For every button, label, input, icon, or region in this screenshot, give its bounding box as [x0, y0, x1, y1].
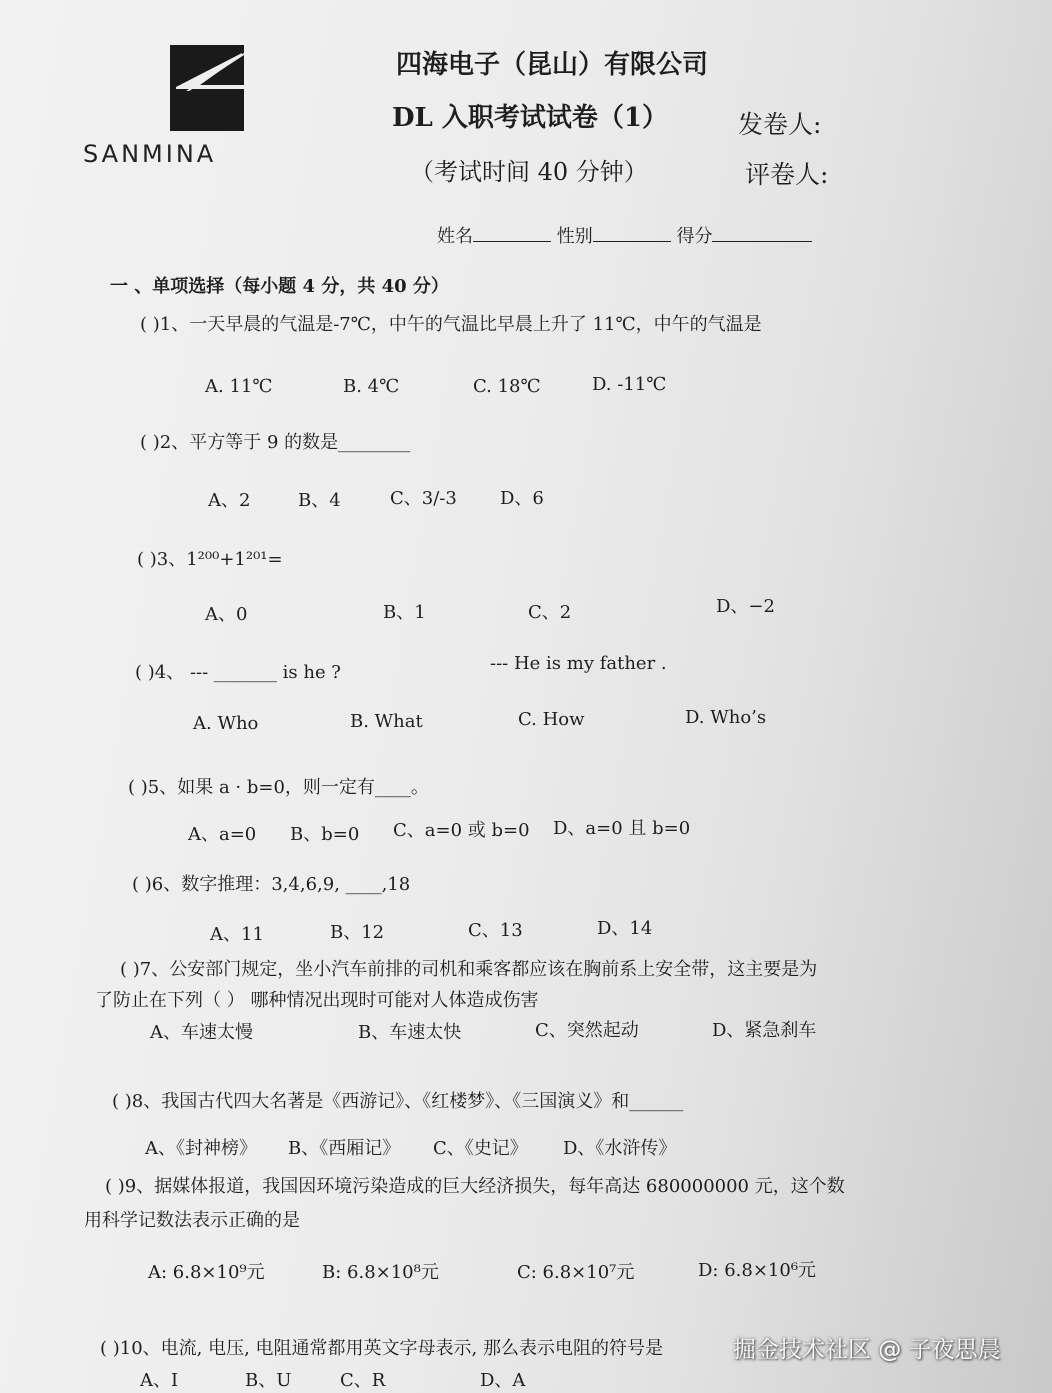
question-stem: ( )7、公安部门规定，坐小汽车前排的司机和乘客都应该在胸前系上安全带，这主要是为: [120, 959, 818, 980]
answer-option: C、2: [528, 602, 572, 623]
answer-option: D. -11℃: [592, 374, 667, 395]
answer-option: D、a=0 且 b=0: [553, 818, 691, 839]
answer-option: D、《水浒传》: [563, 1138, 677, 1159]
question-stem-continued: 用科学记数法表示正确的是: [84, 1210, 300, 1231]
answer-option: A、2: [208, 490, 251, 511]
question-stem: ( )1、一天早晨的气温是-7℃，中午的气温比早晨上升了 11℃，中午的气温是: [140, 314, 762, 335]
answer-option: D、紧急刹车: [712, 1020, 817, 1041]
answer-option: B、4: [298, 490, 341, 511]
answer-option: C. How: [518, 709, 585, 730]
answer-option: A. Who: [193, 713, 259, 734]
watermark: 掘金技术社区 @ 子夜思晨: [733, 1337, 1001, 1363]
grader-label: 评卷人:: [745, 160, 829, 189]
answer-option: C、13: [468, 920, 523, 941]
gender-blank[interactable]: [593, 223, 671, 242]
answer-option: D、6: [500, 488, 544, 509]
answer-option: B. What: [350, 711, 423, 732]
answer-option: A、11: [210, 924, 264, 945]
name-blank[interactable]: [473, 223, 551, 242]
question-stem: ( )9、据媒体报道，我国因环境污染造成的巨大经济损失，每年高达 680000000 元，这个数: [105, 1176, 845, 1197]
answer-option: A、《封神榜》: [145, 1138, 257, 1159]
answer-option: D、−2: [716, 596, 775, 617]
answer-option: B: 6.8×10⁸元: [322, 1262, 439, 1283]
exam-title: DL 入职考试试卷（1）: [392, 103, 668, 133]
answer-option: C. 18℃: [473, 376, 541, 397]
sanmina-logo-icon: [170, 45, 244, 131]
answer-option: A: 6.8×10⁹元: [148, 1262, 265, 1283]
answer-option: D: 6.8×10⁶元: [698, 1260, 817, 1281]
question-stem: ( )2、平方等于 9 的数是________: [140, 432, 411, 453]
answer-option: D、14: [597, 918, 653, 939]
answer-option: B、车速太快: [358, 1022, 462, 1043]
exam-duration: （考试时间 40 分钟）: [410, 158, 648, 186]
answer-option: C、突然起动: [535, 1020, 639, 1041]
answer-option: B、1: [383, 602, 426, 623]
answer-option: A. 11℃: [205, 376, 273, 397]
answer-option: B、12: [330, 922, 385, 943]
company-name: 四海电子（昆山）有限公司: [396, 50, 709, 80]
answer-option: A、a=0: [188, 824, 257, 845]
student-info-row: [437, 222, 812, 248]
question-stem: ( )6、数字推理：3,4,6,9, ____,18: [132, 874, 411, 895]
brand-name: SANMINA: [83, 140, 217, 168]
answer-option: B. 4℃: [343, 376, 400, 397]
answer-option: B、b=0: [290, 824, 360, 845]
question-stem: ( )4、 --- _______ is he ?: [135, 662, 341, 683]
question-stem-continued: --- He is my father .: [490, 653, 667, 674]
score-label: 得分: [676, 226, 713, 247]
answer-option: C、R: [340, 1370, 386, 1391]
answer-option: A、0: [205, 604, 248, 625]
section-title: 一 、单项选择（每小题 4 分，共 40 分）: [110, 276, 449, 297]
question-stem: ( )8、我国古代四大名著是《西游记》、《红楼梦》、《三国演义》和______: [112, 1091, 684, 1112]
name-label: 姓名: [437, 226, 473, 247]
answer-option: C、《史记》: [433, 1138, 528, 1159]
question-stem: ( )3、1²⁰⁰+1²⁰¹=: [137, 549, 283, 570]
answer-option: C: 6.8×10⁷元: [517, 1262, 635, 1283]
answer-option: D. Who’s: [685, 707, 767, 728]
answer-option: C、a=0 或 b=0: [393, 820, 530, 841]
answer-option: C、3/-3: [390, 488, 457, 509]
gender-label: 性别: [556, 226, 593, 247]
answer-option: B、U: [245, 1370, 292, 1391]
answer-option: B、《西厢记》: [288, 1138, 401, 1159]
answer-option: A、车速太慢: [150, 1022, 253, 1043]
question-stem-continued: 了防止在下列（ ） 哪种情况出现时可能对人体造成伤害: [95, 990, 539, 1011]
answer-option: A、I: [140, 1370, 179, 1391]
question-stem: ( )10、电流, 电压, 电阻通常都用英文字母表示, 那么表示电阻的符号是: [100, 1338, 663, 1359]
question-stem: ( )5、如果 a · b=0，则一定有____。: [128, 777, 429, 798]
answer-option: D、A: [480, 1370, 526, 1391]
score-blank[interactable]: [712, 223, 812, 242]
issuer-label: 发卷人:: [738, 110, 822, 139]
